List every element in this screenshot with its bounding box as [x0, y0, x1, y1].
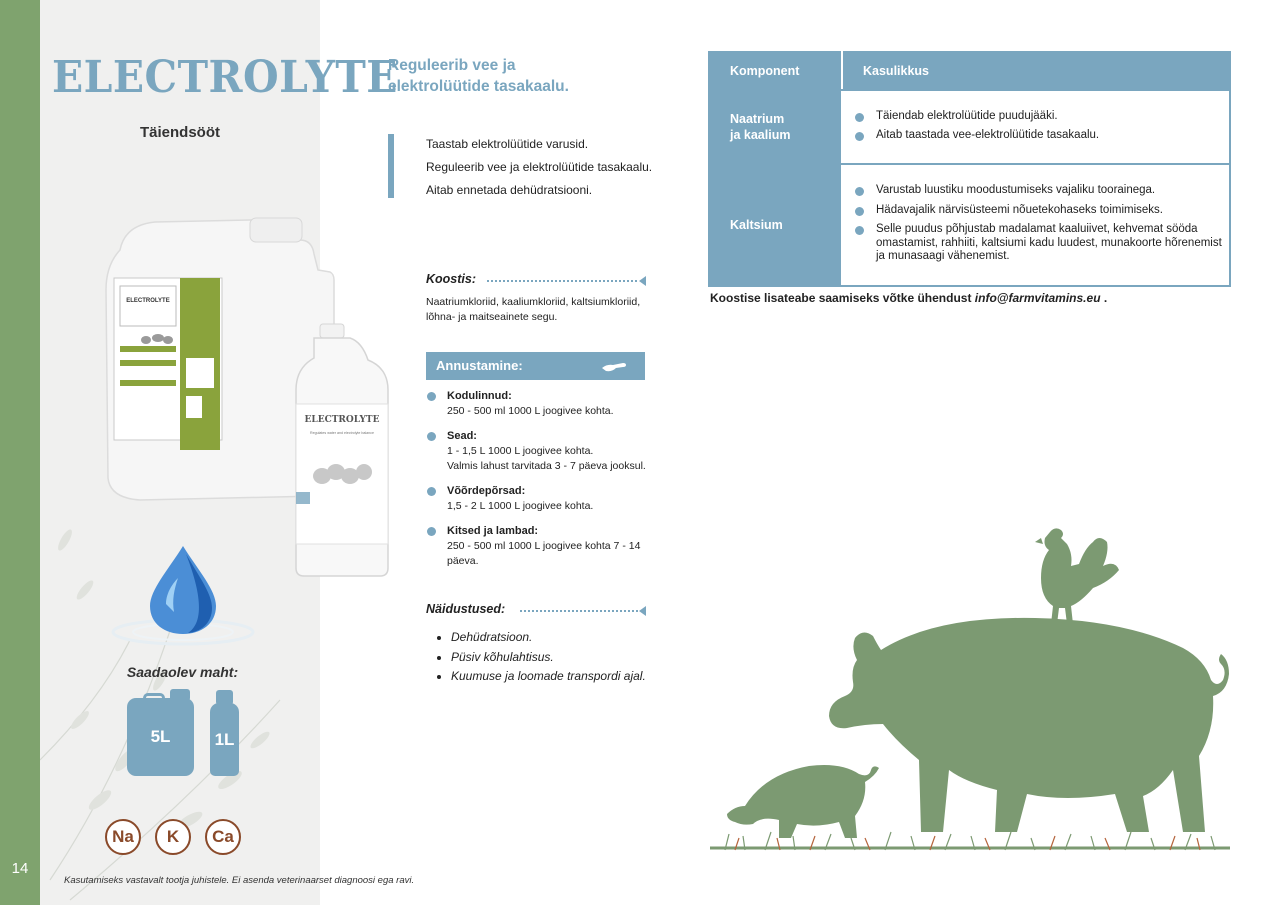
- contact-suffix: .: [1100, 291, 1108, 305]
- dosage-list: [426, 389, 666, 579]
- dosage-animal: Kodulinnud:: [447, 390, 512, 402]
- dosage-amount: Valmis lahust tarvitada 3 - 7 päeva jooksul.: [447, 460, 646, 472]
- piglet-icon: [727, 765, 879, 838]
- table-row: [709, 90, 1230, 164]
- intro-heading: Reguleerib vee ja elektrolüütide tasakaalu.: [388, 57, 569, 95]
- indication-item: • Püsiv kõhulahtisus.: [451, 648, 646, 668]
- dosage-title: Annustamine:: [436, 358, 523, 373]
- table-header-benefit: Kasulikkus: [842, 52, 1230, 90]
- rooster-icon: [1035, 528, 1119, 624]
- component-cell: [709, 90, 842, 164]
- composition-arrow-icon: [639, 276, 646, 286]
- indications-list: [451, 628, 646, 687]
- component-table: [708, 51, 1231, 287]
- product-title: ELECTROLYTE: [52, 52, 398, 103]
- farm-animals-illustration: [705, 520, 1235, 860]
- pig-icon: [829, 618, 1229, 832]
- benefit-item: Täiendab elektrolüütide puudujääki.: [855, 110, 1229, 124]
- component-name: Naatrium: [730, 112, 785, 126]
- benefits-accent-bar: [388, 134, 394, 198]
- bottle-label-title: ELECTROLYTE: [304, 415, 380, 425]
- page-number: 14: [11, 860, 29, 877]
- dosage-animal: Sead:: [447, 430, 477, 442]
- bottle-label-subtitle: Regulates water and electrolyte balance: [310, 431, 374, 435]
- volume-5l-icon: 5L: [127, 698, 194, 776]
- table-header-component: Komponent: [709, 52, 842, 90]
- product-packshot: [100, 210, 400, 585]
- benefit-cell: [842, 164, 1230, 286]
- dosage-item-piglets: [426, 484, 666, 514]
- sodium-badge: Na: [105, 819, 141, 855]
- benefits-list: [426, 133, 652, 202]
- benefit-list: [855, 110, 1229, 143]
- available-volume-title: Saadaolev maht:: [126, 664, 239, 680]
- indications-arrow-icon: [639, 606, 646, 616]
- benefit-line: Aitab ennetada dehüdratsiooni.: [426, 183, 593, 197]
- contact-line: [710, 291, 1107, 305]
- benefit-line: Taastab elektrolüütide varusid.: [426, 137, 589, 151]
- component-name: Kaltsium: [730, 218, 783, 232]
- product-category: Täiendsööt: [139, 124, 220, 141]
- green-side-strip: [0, 0, 40, 905]
- bottle-1l: [296, 324, 388, 576]
- benefit-item: Selle puudus põhjustab madalamat kaaluiivet, kehvemat sööda omastamist, rahhiiti, kaltsiumi kadu luudest, munakoorte hõrenemist ja munasaagi vähenemist.: [855, 223, 1229, 264]
- indication-item: • Dehüdratsioon.: [451, 628, 646, 648]
- benefit-list: [855, 184, 1229, 264]
- component-name: ja kaalium: [730, 128, 791, 142]
- benefit-item: Aitab taastada vee-elektrolüütide tasakaalu.: [855, 129, 1229, 143]
- contact-email-link[interactable]: info@farmvitamins.eu: [974, 291, 1101, 305]
- benefit-line: Reguleerib vee ja elektrolüütide tasakaalu.: [426, 160, 653, 174]
- dosage-amount: 250 - 500 ml 1000 L joogivee kohta 7 - 14 päeva.: [447, 540, 641, 567]
- contact-text: Koostise lisateabe saamiseks võtke ühendust: [710, 291, 972, 305]
- indications-dotted-line: [520, 610, 638, 612]
- hand-icon: [601, 359, 627, 373]
- dosage-item-pigs: [426, 429, 666, 474]
- component-cell: [709, 164, 842, 286]
- dosage-amount: 250 - 500 ml 1000 L joogivee kohta.: [447, 405, 614, 417]
- composition-text: Naatriumkloriid, kaaliumkloriid, kaltsiumkloriid, lõhna- ja maitseainete segu.: [426, 296, 641, 323]
- potassium-badge: K: [155, 819, 191, 855]
- dosage-animal: Kitsed ja lambad:: [447, 525, 539, 537]
- dosage-animal: Võõrdepõrsad:: [447, 485, 526, 497]
- benefit-cell: [842, 90, 1230, 164]
- canister-label-title: ELECTROLYTE: [126, 298, 170, 304]
- water-drop-icon: [108, 540, 258, 650]
- volume-1l-icon: 1L: [210, 703, 239, 776]
- dosage-amount: 1 - 1,5 L 1000 L joogivee kohta.: [447, 445, 594, 457]
- table-header-row: [709, 52, 1230, 90]
- dosage-header: [426, 352, 645, 380]
- dosage-amount: 1,5 - 2 L 1000 L joogivee kohta.: [447, 500, 594, 512]
- indication-item: • Kuumuse ja loomade transpordi ajal.: [451, 667, 646, 687]
- disclaimer-text: Kasutamiseks vastavalt tootja juhistele. Ei asenda veterinaarset diagnoosi ega ravi.: [64, 875, 415, 886]
- benefit-item: Hädavajalik närvisüsteemi nõuetekohaseks toimimiseks.: [855, 204, 1229, 218]
- dosage-item-goats-sheep: [426, 524, 666, 569]
- table-row: [709, 164, 1230, 286]
- indications-title: Näidustused:: [426, 602, 506, 616]
- benefit-item: Varustab luustiku moodustumiseks vajaliku toorainega.: [855, 184, 1229, 198]
- dosage-item-poultry: [426, 389, 666, 419]
- composition-dotted-line: [487, 280, 637, 282]
- composition-title: Koostis:: [426, 272, 476, 286]
- calcium-badge: Ca: [205, 819, 241, 855]
